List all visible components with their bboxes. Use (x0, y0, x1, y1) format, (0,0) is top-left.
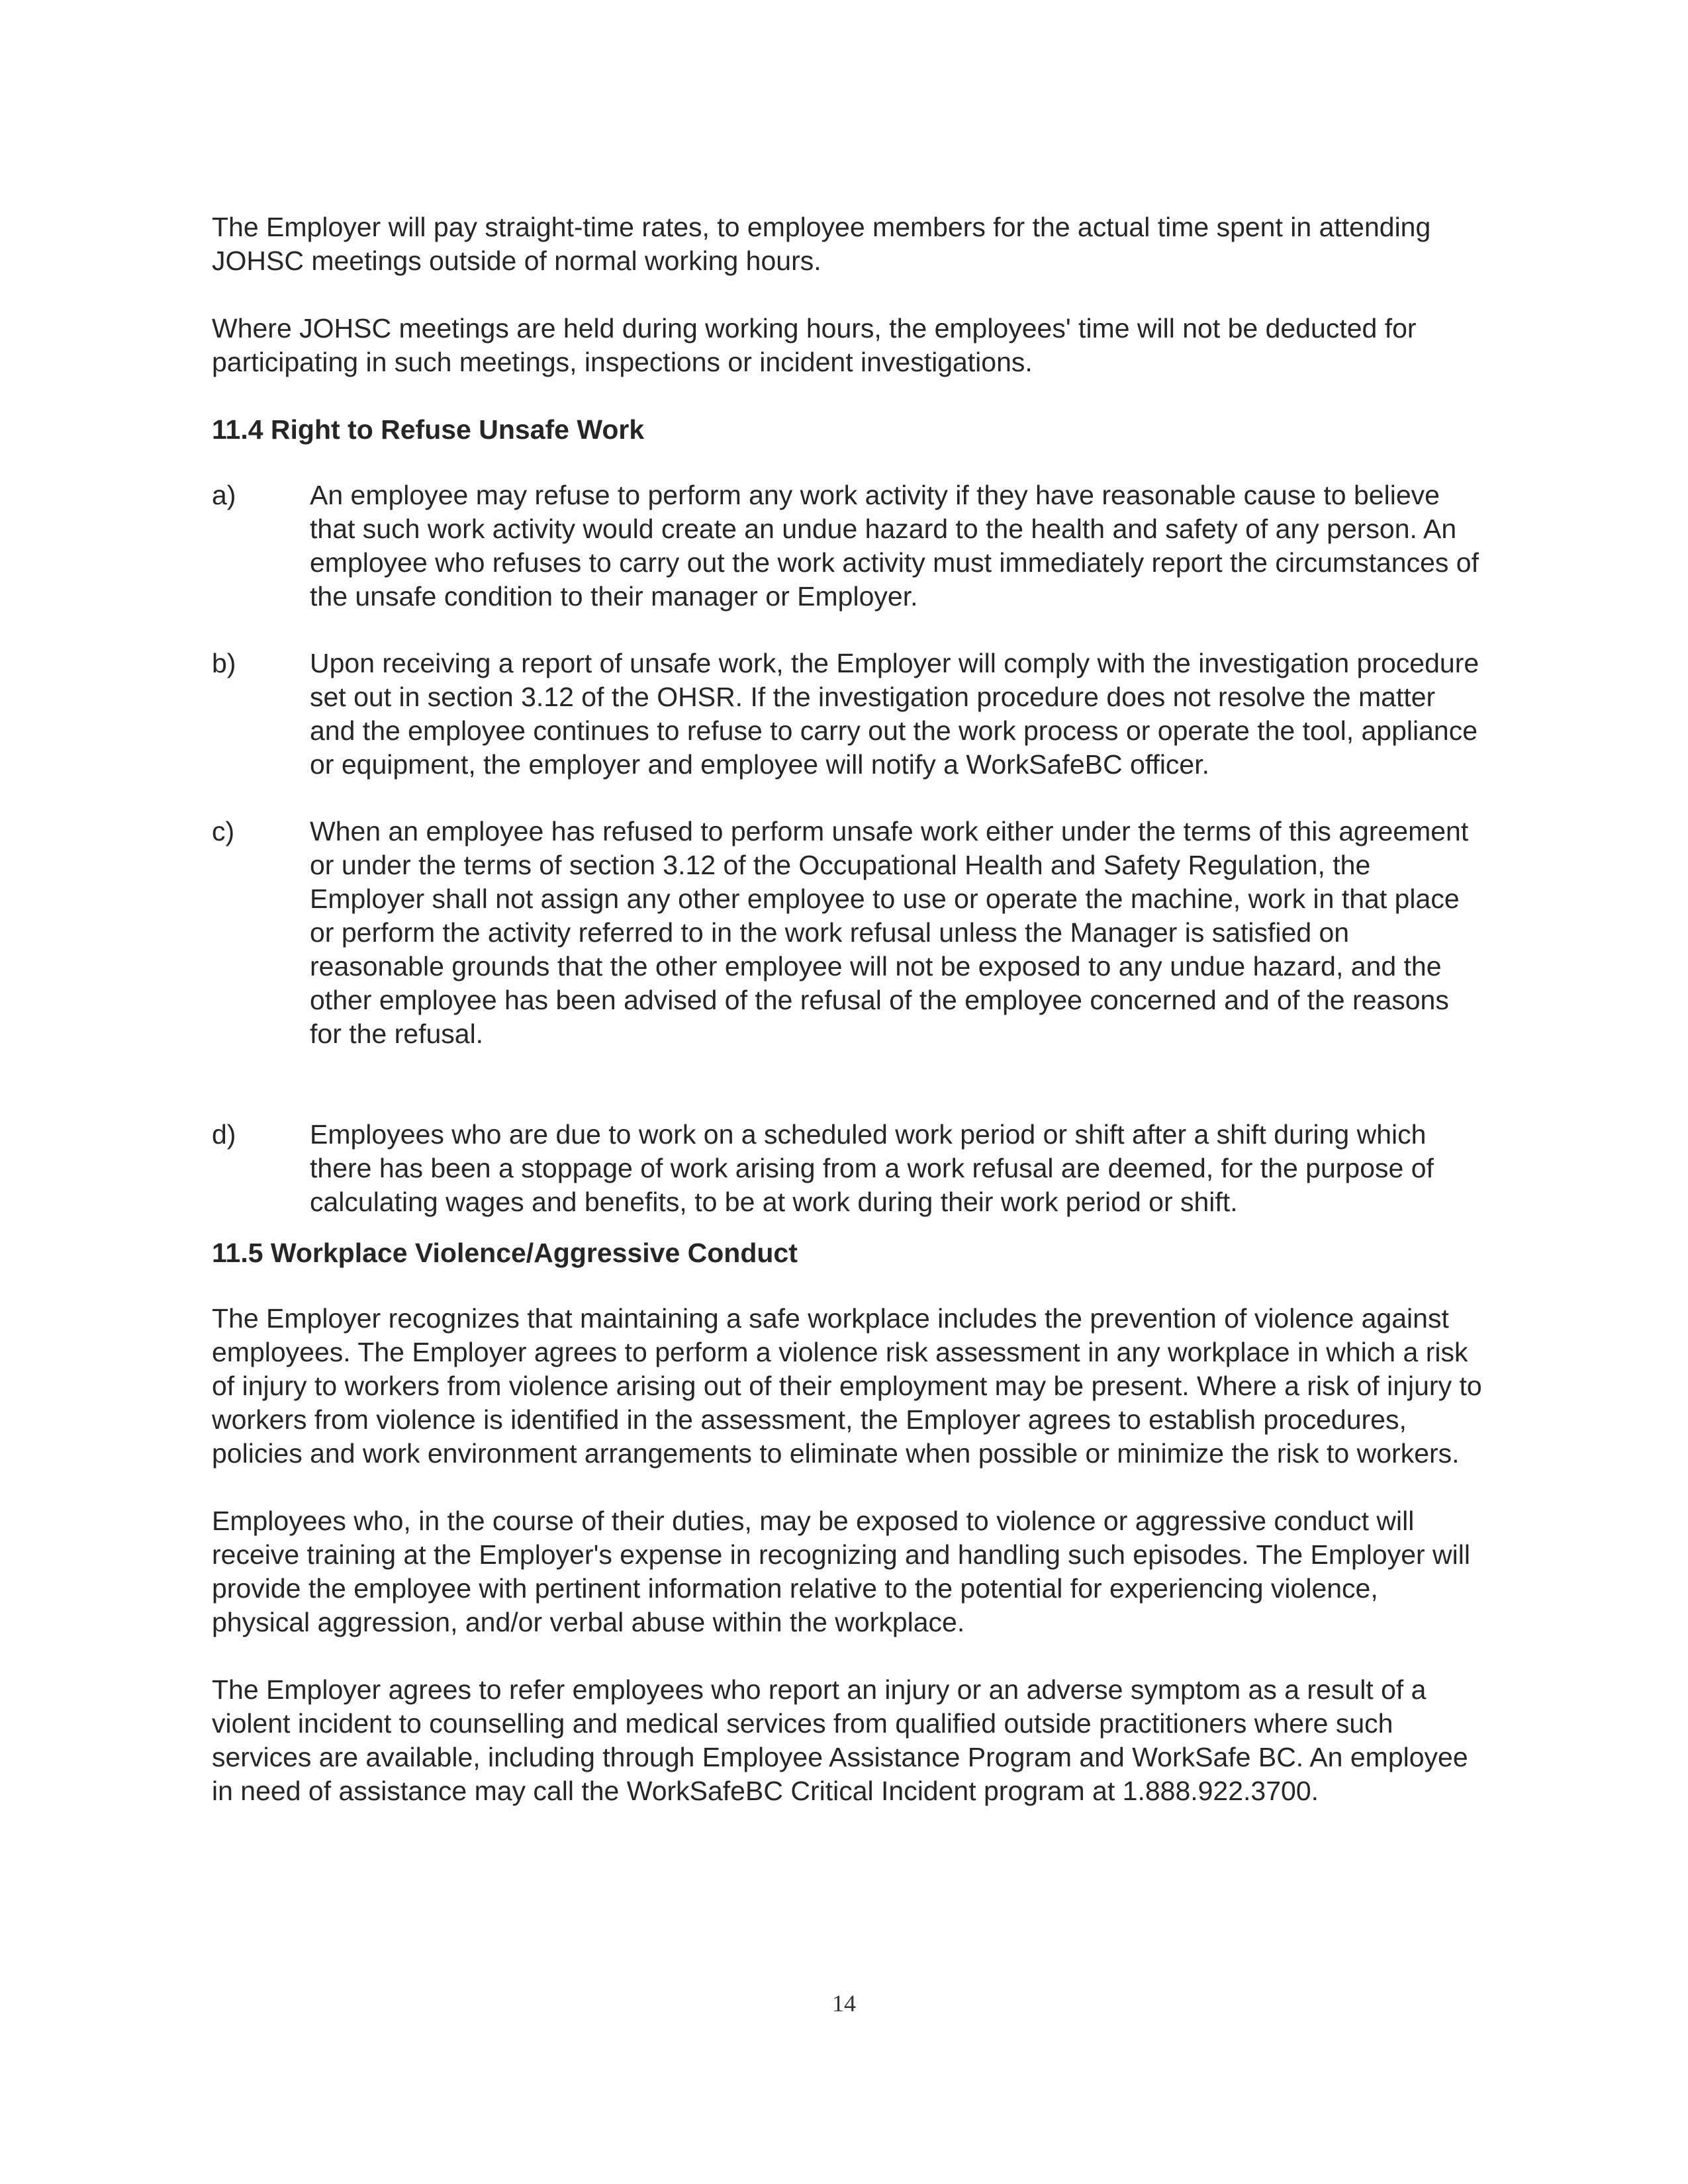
document-body (212, 210, 1483, 1842)
list-item-label: d) (212, 1119, 236, 1150)
list-item-text: When an employee has refused to perform unsafe work either under the terms of this agreement or under the terms of section 3.12 of the Occupational Health and Safety Regulation, the Employer shall not assign any other employee to use or operate the machine, work in that place or perform the activity referred to in the work refusal unless the Manager is satisfied on reasonable grounds that the other employee will not be exposed to any undue hazard, and the other employee has been advised of the refusal of the employee concerned and of the reasons for the refusal. (310, 816, 1469, 1049)
list-item-d (212, 1118, 1483, 1219)
paragraph-violence-risk-assessment: The Employer recognizes that maintaining a safe workplace includes the prevention of violence against employees. The Employer agrees to perform a violence risk assessment in any workplace in which a risk of injury to workers from violence arising out of their employment may be present. Where a risk of injury to workers from violence is identified in the assessment, the Employer agrees to establish procedures, policies and work environment arrangements to eliminate when possible or minimize the risk to workers. (212, 1303, 1482, 1469)
list-item-text: An employee may refuse to perform any work activity if they have reasonable cause to believe that such work activity would create an undue hazard to the health and safety of any person. An employee who refuses to carry out the work activity must immediately report the circumstances of the unsafe condition to their manager or Employer. (310, 480, 1479, 612)
list-item-label: c) (212, 816, 235, 846)
section-heading-11-4: 11.4 Right to Refuse Unsafe Work (212, 414, 645, 445)
list-item-label: a) (212, 480, 236, 510)
paragraph-violence-training: Employees who, in the course of their duties, may be exposed to violence or aggressive conduct will receive training at the Employer's expense in recognizing and handling such episodes. The Employer will provide the employee with pertinent information relative to the potential for experiencing violence, physical aggression, and/or verbal abuse within the workplace. (212, 1506, 1470, 1637)
list-item-text: Employees who are due to work on a scheduled work period or shift after a shift during which there has been a stoppage of work arising from a work refusal are deemed, for the purpose of calculating wages and benefits, to be at work during their work period or shift. (310, 1119, 1434, 1217)
list-item-c (212, 815, 1483, 1051)
list-item-a (212, 478, 1483, 614)
list-item-label: b) (212, 648, 236, 678)
paragraph-counselling-referral: The Employer agrees to refer employees who report an injury or an adverse symptom as a result of a violent incident to counselling and medical services from qualified outside practitioners where such services are available, including through Employee Assistance Program and WorkSafe BC. An employee in need of assistance may call the WorkSafeBC Critical Incident program at 1.888.922.3700. (212, 1674, 1468, 1806)
paragraph-straight-time-rates: The Employer will pay straight-time rates, to employee members for the actual time spent in attending JOHSC meetings outside of normal working hours. (212, 212, 1431, 276)
paragraph-working-hours-meetings: Where JOHSC meetings are held during working hours, the employees' time will not be deducted for participating in such meetings, inspections or incident investigations. (212, 313, 1417, 377)
list-item-b (212, 647, 1483, 782)
list-item-text: Upon receiving a report of unsafe work, the Employer will comply with the investigation procedure set out in section 3.12 of the OHSR. If the investigation procedure does not resolve the matter and the employee continues to refuse to carry out the work process or operate the tool, appliance or equipment, the employer and employee will notify a WorkSafeBC officer. (310, 648, 1479, 780)
page-number: 14 (832, 1990, 856, 2017)
section-heading-11-5: 11.5 Workplace Violence/Aggressive Conduct (212, 1238, 798, 1268)
